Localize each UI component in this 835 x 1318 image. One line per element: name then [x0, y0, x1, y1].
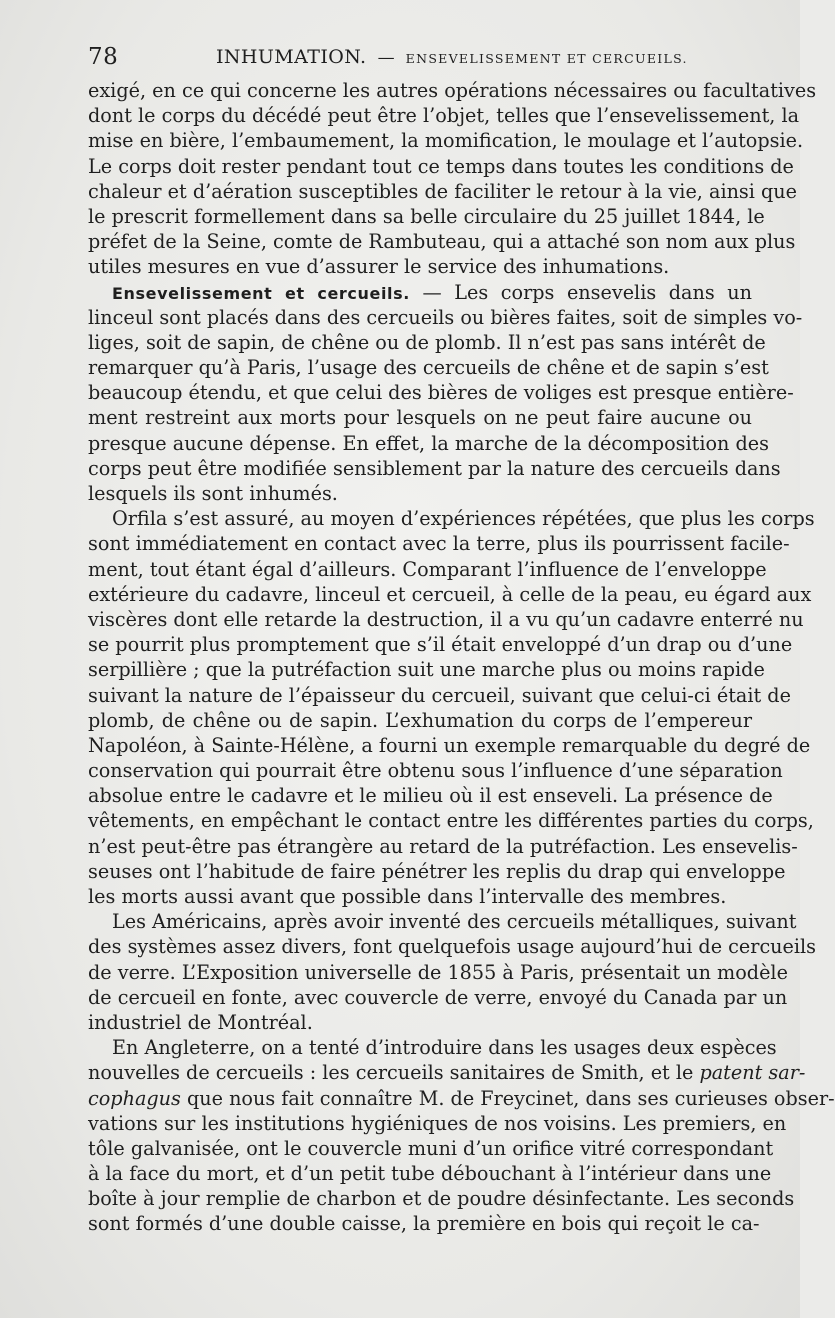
text-line: exigé, en ce qui concerne les autres opérations nécessaires ou facultatives: [88, 79, 817, 102]
text-line: Orfila s’est assuré, au moyen d’expériences répétées, que plus les corps: [112, 507, 815, 531]
text-line: corps peut être modifiée sensiblement par la nature des cercueils dans: [88, 456, 781, 480]
text-line: suivant la nature de l’épaisseur du cercueil, suivant que celui-ci était de: [88, 683, 791, 707]
text-line: préfet de la Seine, comte de Rambuteau, qui a attaché son nom aux plus: [88, 230, 796, 254]
text-line: tôle galvanisée, ont le couvercle muni d’un orifice vitré correspondant: [88, 1136, 774, 1160]
text-line: seuses ont l’habitude de faire pénétrer les replis du drap qui enveloppe: [88, 859, 786, 883]
text-line: conservation qui pourrait être obtenu sous l’influence d’une séparation: [88, 759, 783, 783]
text-line: sont immédiatement en contact avec la terre, plus ils pourrissent facile-: [88, 532, 790, 556]
text-line: boîte à jour remplie de charbon et de poudre désinfectante. Les seconds: [88, 1187, 795, 1211]
text-line: mise en bière, l’embaumement, la momification, le moulage et l’autopsie.: [88, 129, 804, 153]
text-line: serpillière ; que la putréfaction suit une marche plus ou moins rapide: [88, 658, 765, 682]
text-line: remarquer qu’à Paris, l’usage des cercueils de chêne et de sapin s’est: [88, 356, 769, 380]
text-line: Le corps doit rester pendant tout ce temps dans toutes les conditions de: [88, 154, 794, 178]
text-line: [88, 1060, 806, 1085]
text-line: absolue entre le cadavre et le milieu où il est enseveli. La présence de: [88, 784, 773, 808]
text-line: le prescrit formellement dans sa belle circulaire du 25 juillet 1844, le: [88, 204, 765, 228]
section-paragraph: [88, 280, 803, 507]
section-first-line: [88, 280, 752, 305]
text-line: plomb, de chêne ou de sapin. L’exhumation du corps de l’empereur: [88, 708, 752, 732]
page-header: [88, 44, 752, 76]
text-line: les morts aussi avant que possible dans l’intervalle des membres.: [88, 885, 727, 908]
text-line: beaucoup étendu, et que celui des bières de voliges est presque entière-: [88, 381, 794, 405]
text-run: nouvelles de cercueils : les cercueils sanitaires de Smith, et le: [88, 1061, 700, 1085]
text-line: lesquels ils sont inhumés.: [88, 482, 338, 505]
text-line: de verre. L’Exposition universelle de 1855 à Paris, présentait un modèle: [88, 960, 788, 984]
text-line: de cercueil en fonte, avec couvercle de verre, envoyé du Canada par un: [88, 985, 788, 1009]
text-line: vêtements, en empêchant le contact entre les différentes parties du corps,: [88, 809, 814, 833]
text-line: se pourrit plus promptement que s’il était enveloppé d’un drap ou d’une: [88, 633, 793, 657]
running-title-separator: —: [377, 48, 395, 68]
text-run: — Les corps ensevelis dans un: [422, 280, 752, 304]
text-line: liges, soit de sapin, de chêne ou de plomb. Il n’est pas sans intérêt de: [88, 330, 766, 354]
text-line: ment restreint aux morts pour lesquels on ne peut faire aucune ou: [88, 406, 752, 430]
text-line: Les Américains, après avoir inventé des cercueils métalliques, suivant: [112, 910, 797, 934]
text-run: que nous fait connaître M. de Freycinet, dans ses curieuses obser-: [180, 1086, 835, 1110]
running-title-subtitle: ENSEVELISSEMENT ET CERCUEILS.: [405, 51, 688, 66]
italic-term: patent sar-: [699, 1061, 806, 1085]
text-line: ment, tout étant égal d’ailleurs. Comparant l’influence de l’enveloppe: [88, 557, 767, 581]
text-line: chaleur et d’aération susceptibles de faciliter le retour à la vie, ainsi que: [88, 179, 798, 203]
text-line: utiles mesures en vue d’assurer le service des inhumations.: [88, 255, 670, 279]
italic-term: cophagus: [88, 1086, 181, 1110]
text-line: n’est peut-être pas étrangère au retard de la putréfaction. Les ensevelis-: [88, 834, 798, 858]
running-title: [216, 46, 688, 68]
text-line: Napoléon, à Sainte-Hélène, a fourni un exemple remarquable du degré de: [88, 733, 811, 757]
text-line: viscères dont elle retarde la destruction, il a vu qu’un cadavre enterré nu: [88, 607, 804, 631]
page-number: 78: [88, 44, 119, 70]
body-text: [88, 78, 835, 1237]
text-line: presque aucune dépense. En effet, la marche de la décomposition des: [88, 431, 769, 455]
paragraph: [88, 1035, 835, 1237]
section-heading: Ensevelissement et cercueils.: [112, 283, 410, 303]
text-line: sont formés d’une double caisse, la première en bois qui reçoit le ca-: [88, 1212, 760, 1236]
paragraph: [88, 506, 815, 909]
text-line: En Angleterre, on a tenté d’introduire dans les usages deux espèces: [112, 1036, 777, 1060]
paragraph: [88, 909, 817, 1035]
text-line: à la face du mort, et d’un petit tube débouchant à l’intérieur dans une: [88, 1162, 772, 1186]
text-line: des systèmes assez divers, font quelquefois usage aujourd’hui de cercueils: [88, 935, 817, 959]
text-line: [88, 1086, 835, 1111]
text-line: industriel de Montréal.: [88, 1010, 313, 1034]
paragraph: [88, 78, 817, 280]
text-line: dont le corps du décédé peut être l’objet, telles que l’ensevelissement, la: [88, 104, 800, 128]
text-line: linceul sont placés dans des cercueils ou bières faites, soit de simples vo-: [88, 305, 803, 329]
text-line: extérieure du cadavre, linceul et cercueil, à celle de la peau, eu égard aux: [88, 582, 812, 606]
running-title-main: INHUMATION.: [216, 46, 367, 68]
text-line: vations sur les institutions hygiéniques de nos voisins. Les premiers, en: [88, 1111, 787, 1135]
